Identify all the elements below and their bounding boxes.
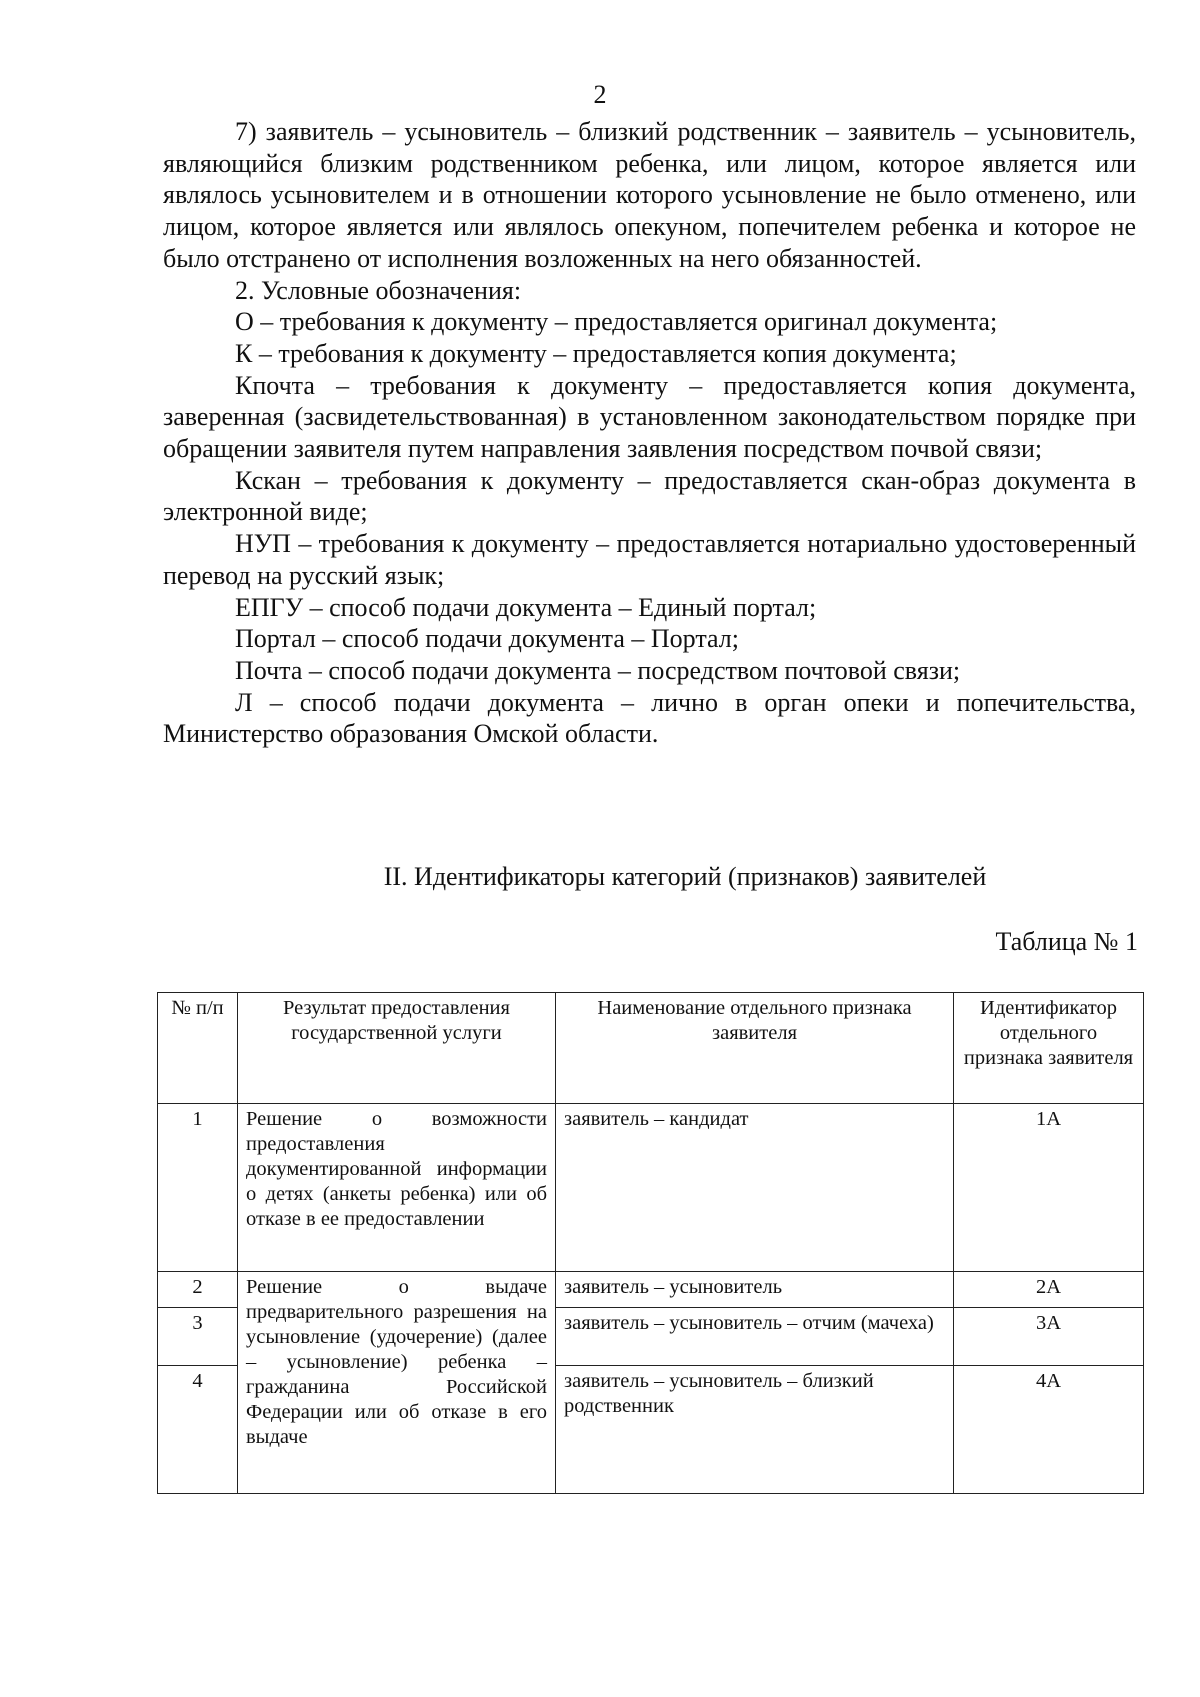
paragraph-legend-heading: 2. Условные обозначения:: [235, 275, 522, 305]
applicant-categories-table: [157, 992, 1144, 1494]
table-header-row: [158, 993, 1144, 1104]
paragraph-legend-scan: Кскан – требования к документу – предоставляется скан-образ документа в электронной виде;: [163, 465, 1136, 527]
row-service-result: Решение о возможности предоставления документированной информации о детях (анкеты ребенка) или об отказе в ее предоставлении: [238, 1104, 556, 1272]
paragraph-legend-post-copy: Кпочта – требования к документу – предоставляется копия документа, заверенная (засвидетельствованная) в установленном законодательством порядке при обращении заявителя путем направления заявления посредством почвой связи;: [163, 370, 1136, 464]
paragraph-legend-notarized-translation: НУП – требования к документу – предоставляется нотариально удостоверенный перевод на русский язык;: [163, 529, 1136, 590]
row-number: 3: [158, 1308, 238, 1366]
row-feature-identifier: 2А: [954, 1272, 1144, 1308]
row-service-result: Решение о выдаче предварительного разрешения на усыновление (удочерение) (далее – усыновление) ребенка – гражданина Российской Федерации или об отказе в его выдаче: [238, 1272, 556, 1494]
paragraph-legend-mail: Почта – способ подачи документа – посредством почтовой связи;: [235, 655, 961, 685]
row-applicant-feature: заявитель – кандидат: [556, 1104, 954, 1272]
table-caption: Таблица № 1: [995, 927, 1138, 956]
header-applicant-feature: Наименование отдельного признака заявителя: [556, 993, 954, 1104]
row-applicant-feature: заявитель – усыновитель – отчим (мачеха): [556, 1308, 954, 1366]
section-heading: II. Идентификаторы категорий (признаков) заявителей: [383, 862, 987, 891]
header-number: № п/п: [158, 993, 238, 1104]
page-number: 2: [593, 80, 607, 109]
header-feature-identifier: Идентификатор отдельного признака заявителя: [954, 993, 1144, 1104]
body-text: [163, 116, 1136, 750]
paragraph-legend-original: О – требования к документу – предоставляется оригинал документа;: [235, 307, 998, 337]
header-service-result: Результат предоставления государственной услуги: [238, 993, 556, 1104]
row-number: 4: [158, 1366, 238, 1494]
paragraph-applicant-definition-7: 7) заявитель – усыновитель – близкий родственник – заявитель – усыновитель, являющийся близким родственником ребенка, или лицом, которое является или являлось усыновителем и в отношении которого усыновление не было отменено, или лицом, которое является или являлось опекуном, попечителем ребенка и которое не было отстранено от исполнения возложенных на него обязанностей.: [163, 117, 1136, 273]
row-feature-identifier: 3А: [954, 1308, 1144, 1366]
row-applicant-feature: заявитель – усыновитель – близкий родственник: [556, 1366, 954, 1494]
row-applicant-feature: заявитель – усыновитель: [556, 1272, 954, 1308]
paragraph-legend-in-person: Л – способ подачи документа – лично в орган опеки и попечительства, Министерство образования Омской области.: [163, 687, 1136, 749]
paragraph-legend-portal: Портал – способ подачи документа – Портал;: [235, 624, 739, 654]
table-row: [158, 1272, 1144, 1308]
row-feature-identifier: 1А: [954, 1104, 1144, 1272]
row-number: 1: [158, 1104, 238, 1272]
table-row: [158, 1104, 1144, 1272]
row-number: 2: [158, 1272, 238, 1308]
paragraph-legend-epgu: ЕПГУ – способ подачи документа – Единый портал;: [235, 592, 817, 622]
row-feature-identifier: 4А: [954, 1366, 1144, 1494]
paragraph-legend-copy: К – требования к документу – предоставляется копия документа;: [235, 338, 957, 368]
